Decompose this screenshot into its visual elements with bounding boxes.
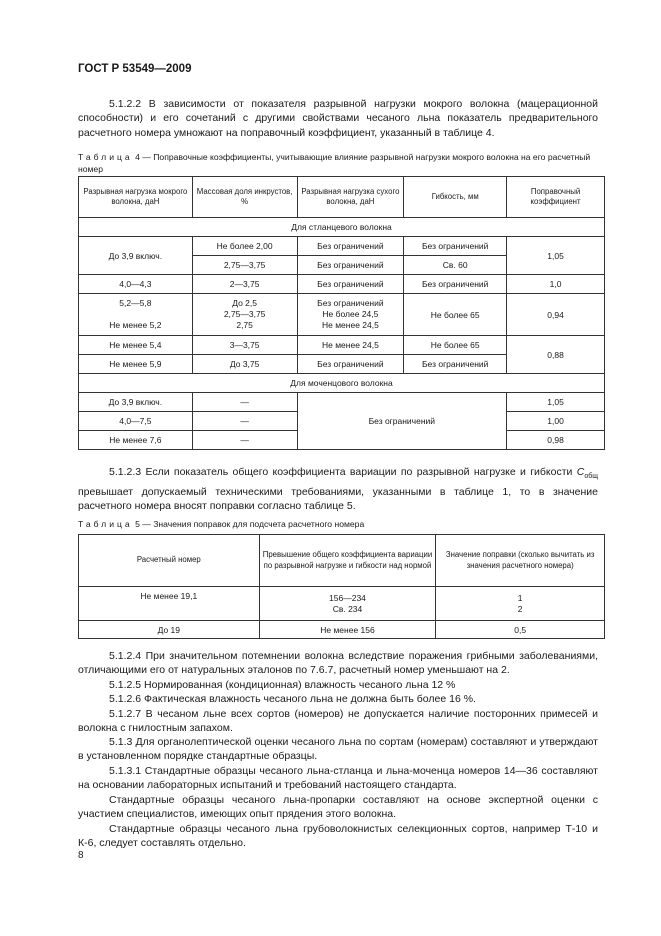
paragraph-5-1-2-7: 5.1.2.7 В чесаном льне всех сортов (номеров) не допускается наличие посторонних примесей и волокна с гнилостным запахом. [78, 708, 598, 735]
table4-section-row [79, 218, 605, 237]
table4-header-cell: Поправочный коэффициент [507, 177, 605, 218]
cell-line: 156—234 [329, 592, 366, 603]
table5-caption-word: Таблица [78, 519, 133, 529]
table-cell: 3—3,75 [192, 336, 297, 355]
paragraph-5-1-3: 5.1.3 Для органолептической оценки чесаного льна по сортам (номерам) составляют и утверждают в установленном порядке стандартные образцы. [78, 736, 598, 763]
table-cell: Без ограничений [297, 237, 404, 256]
table4-header-cell: Разрывная нагрузка мокрого волокна, даН [79, 177, 193, 218]
table-row [79, 587, 605, 621]
table-cell: Без ограничений [297, 275, 404, 294]
table-cell [297, 294, 404, 336]
cell-line: 2 [517, 603, 523, 614]
page-number: 8 [78, 850, 84, 861]
table-row [79, 275, 605, 294]
paragraph-5-1-2-3 [78, 465, 598, 513]
table4-header-cell: Массовая доля инкрустов, % [192, 177, 297, 218]
table-cell: Не более 65 [404, 294, 507, 336]
table5-header-cell: Расчетный номер [79, 535, 260, 587]
table-cell: Не менее 7,6 [79, 431, 193, 450]
table-cell: Без ограничений [404, 355, 507, 374]
paragraph-5-1-2-5: 5.1.2.5 Нормированная (кондиционная) влажность чесаного льна 12 % [109, 679, 456, 691]
table-row [79, 237, 605, 256]
para-text: превышает допускаемый техническими требованиями, указанными в таблице 1, то в значение расчетного номера вносят поправки согласно таблице 5. [78, 485, 598, 512]
table-cell: — [192, 431, 297, 450]
paragraph-5-1-3-1: 5.1.3.1 Стандартные образцы чесаного льна-стланца и льна-моченца номеров 14—36 составляют на основании лабораторных испытаний и требований настоящего стандарта. [78, 765, 598, 792]
table-5 [78, 534, 605, 639]
para-text: 5.1.2.3 Если показатель общего коэффициента вариации по разрывной нагрузке и гибкости [109, 466, 577, 478]
table-cell: — [192, 412, 297, 431]
cell-line: 2,75—3,75 [223, 309, 266, 319]
c-subscript: общ [584, 473, 598, 481]
table4-header-cell: Разрывная нагрузка сухого волокна, даН [297, 177, 404, 218]
table-cell: Св. 60 [404, 256, 507, 275]
table-cell: Без ограничений [404, 237, 507, 256]
cell-line: 2,75 [236, 320, 253, 330]
table-cell: Не более 65 [404, 336, 507, 355]
table4-caption [78, 152, 603, 175]
table-row [79, 294, 605, 336]
cell-line: Не менее 24,5 [321, 320, 379, 330]
table-row [79, 621, 605, 639]
table-cell [79, 294, 193, 336]
cell-line: До 2,5 [232, 298, 257, 308]
table4-caption-word: Таблица [78, 152, 133, 162]
table-cell: 0,88 [507, 336, 605, 374]
table-cell: Не менее 5,4 [79, 336, 193, 355]
cell-line: Не менее 5,2 [109, 320, 162, 330]
table4-caption-text: 4 — Поправочные коэффициенты, учитывающие влияние разрывной нагрузки мокрого волокна на его расчетный номер [78, 152, 591, 174]
paragraph-5-1-2-2: 5.1.2.2 В зависимости от показателя разрывной нагрузки мокрого волокна (мацерационной способности) и его сочетаний с другими свойствами чесаного льна показатель предварительного расчетного номера умножают на поправочный коэффициент, указанный в таблице 4. [78, 98, 598, 139]
paragraph-propar: Стандартные образцы чесаного льна-пропарки составляют на основе экспертной оценки с участием специалистов, имеющих опыт прядения этого волокна. [78, 794, 598, 821]
table-cell: 4,0—7,5 [79, 412, 193, 431]
table5-header-cell: Значение поправки (сколько вычитать из значения расчетного номера) [436, 535, 605, 587]
cell-line: 5,2—5,8 [119, 298, 152, 308]
table-cell: 1,05 [507, 237, 605, 275]
table-cell: До 3,9 включ. [79, 237, 193, 275]
table-cell: 1,05 [507, 393, 605, 412]
table-cell [436, 587, 605, 621]
table-cell: Не менее 24,5 [297, 336, 404, 355]
table-cell: 1,0 [507, 275, 605, 294]
table4-header-row [79, 177, 605, 218]
table-cell: Без ограничений [297, 355, 404, 374]
table-row [79, 393, 605, 412]
paragraph-5-1-2-4: 5.1.2.4 При значительном потемнении волокна вследствие поражения грибными заболеваниями, отличающими его от натуральных эталонов по 7.6.7, расчетный номер уменьшают на 2. [78, 650, 598, 677]
table-cell: До 3,9 включ. [79, 393, 193, 412]
table5-caption-text: 5 — Значения поправок для подсчета расчетного номера [135, 519, 365, 529]
table-cell: Не менее 19,1 [79, 587, 260, 621]
cell-line: Не более 24,5 [322, 309, 379, 319]
paragraph-breeding-sorts: Стандартные образцы чесаного льна грубоволокнистых селекционных сортов, например Т-10 и К-6, следует составлять отдельно. [78, 823, 598, 850]
table-cell: Без ограничений [297, 256, 404, 275]
table-cell: 2—3,75 [192, 275, 297, 294]
table4-section-row [79, 374, 605, 393]
table-cell: 4,0—4,3 [79, 275, 193, 294]
table-cell: 0,5 [436, 621, 605, 639]
cell-line: Св. 234 [332, 603, 363, 614]
table-4 [78, 176, 605, 450]
table-cell: — [192, 393, 297, 412]
cell-line: Без ограничений [317, 298, 384, 308]
table-row [79, 336, 605, 355]
table-cell: 0,98 [507, 431, 605, 450]
table-cell: 2,75—3,75 [192, 256, 297, 275]
table-cell: 1,00 [507, 412, 605, 431]
table-cell: Не менее 156 [259, 621, 436, 639]
cell-line [81, 309, 190, 320]
table-cell: До 3,75 [192, 355, 297, 374]
table-cell: Не менее 5,9 [79, 355, 193, 374]
table-cell: До 19 [79, 621, 260, 639]
table4-header-cell: Гибкость, мм [404, 177, 507, 218]
table-cell: Не более 2,00 [192, 237, 297, 256]
table-cell [259, 587, 436, 621]
c-symbol: C [576, 466, 585, 478]
paragraph-5-1-2-6: 5.1.2.6 Фактическая влажность чесаного льна не должна быть более 16 %. [109, 693, 476, 705]
cell-line: 1 [517, 592, 523, 603]
table-cell: 0,94 [507, 294, 605, 336]
table-cell [192, 294, 297, 336]
table5-caption [78, 519, 603, 531]
table4-section-stlanets: Для стланцевого волокна [79, 218, 605, 237]
table-cell: Без ограничений [297, 393, 507, 450]
table5-header-cell: Превышение общего коэффициента вариации по разрывной нагрузке и гибкости над нормой [259, 535, 436, 587]
document-header: ГОСТ Р 53549—2009 [78, 63, 192, 75]
table5-header-row [79, 535, 605, 587]
table4-section-mochenets: Для моченцового волокна [79, 374, 605, 393]
table-cell: Без ограничений [404, 275, 507, 294]
